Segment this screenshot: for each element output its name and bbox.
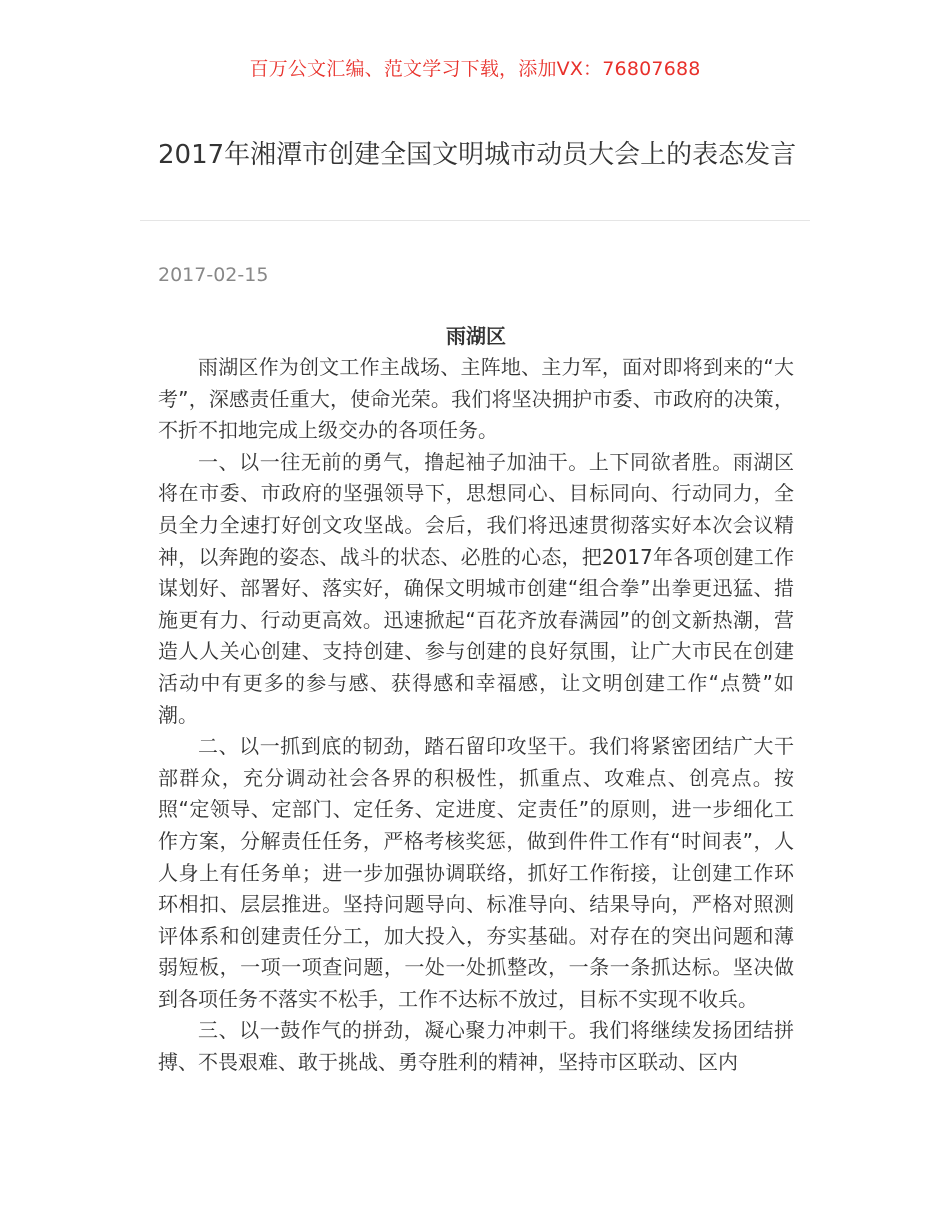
paragraph-point-one: 一、以一往无前的勇气，撸起袖子加油干。上下同欲者胜。雨湖区将在市委、市政府的坚强领导下，思想同心、目标同向、行动同力，全员全力全速打好创文攻坚战。会后，我们将迅速贯彻落实好本次会议精神，以奔跑的姿态、战斗的状态、必胜的心态，把2017年各项创建工作谋划好、部署好、落实好，确保文明城市创建“组合拳”出拳更迅猛、措施更有力、行动更高效。迅速掀起“百花齐放春满园”的创文新热潮，营造人人关心创建、支持创建、参与创建的良好氛围，让广大市民在创建活动中有更多的参与感、获得感和幸福感，让文明创建工作“点赞”如潮。 [158, 449, 794, 727]
watermark-banner: 百万公文汇编、范文学习下载，添加VX：76807688 [249, 58, 701, 80]
paragraph-intro: 雨湖区作为创文工作主战场、主阵地、主力军，面对即将到来的“大考”，深感责任重大，使命光荣。我们将坚决拥护市委、市政府的决策，不折不扣地完成上级交办的各项任务。 [158, 355, 794, 443]
title-divider [140, 220, 810, 221]
paragraph-point-two: 二、以一抓到底的韧劲，踏石留印攻坚干。我们将紧密团结广大干部群众，充分调动社会各界的积极性，抓重点、攻难点、创亮点。按照“定领导、定部门、定任务、定进度、定责任”的原则，进一步细化工作方案，分解责任任务，严格考核奖惩，做到件件工作有“时间表”，人人身上有任务单；进一步加强协调联络，抓好工作衔接，让创建工作环环相扣、层层推进。坚持问题导向、标准导向、结果导向，严格对照测评体系和创建责任分工，加大投入，夯实基础。对存在的突出问题和薄弱短板，一项一项查问题，一处一处抓整改，一条一条抓达标。坚决做到各项任务不落实不松手，工作不达标不放过，目标不实现不收兵。 [158, 734, 794, 1011]
article-body [158, 320, 794, 1079]
paragraph-point-three: 三、以一鼓作气的拼劲，凝心聚力冲刺干。我们将继续发扬团结拼搏、不畏艰难、敢于挑战、勇夺胜利的精神，坚持市区联动、区内 [158, 1018, 794, 1075]
publish-date: 2017-02-15 [158, 264, 269, 286]
article-subheading: 雨湖区 [446, 324, 506, 348]
article-title: 2017年湘潭市创建全国文明城市动员大会上的表态发言 [158, 140, 797, 170]
